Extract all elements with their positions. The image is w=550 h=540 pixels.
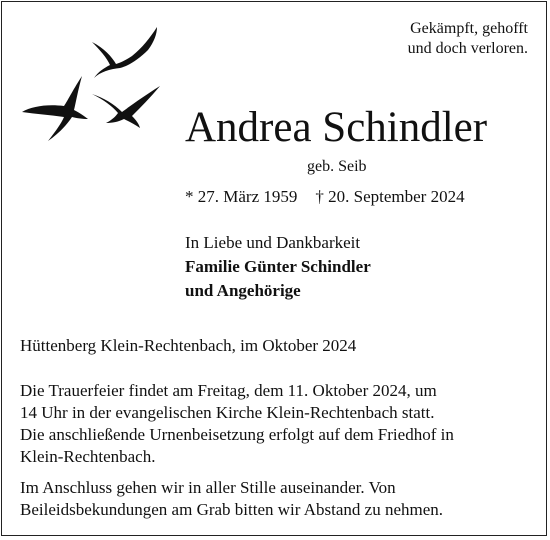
motto-line-2: und doch verloren.	[407, 40, 528, 57]
motto-line-1: Gekämpft, gehofft	[410, 20, 528, 37]
maiden-name: geb. Seib	[307, 158, 367, 175]
death-date: † 20. September 2024	[315, 187, 465, 206]
mourners-block	[185, 231, 371, 303]
deceased-name: Andrea Schindler	[185, 104, 488, 151]
bird-bottom-right	[92, 86, 160, 128]
bird-bottom-left	[22, 76, 88, 141]
place-and-date: Hüttenberg Klein-Rechtenbach, im Oktober 2024	[20, 336, 357, 355]
condolence-line-1: Im Anschluss gehen wir in aller Stille auseinander. Von	[20, 478, 396, 497]
motto	[358, 19, 528, 59]
funeral-line-2: 14 Uhr in der evangelischen Kirche Klein-Rechtenbach statt.	[20, 403, 435, 422]
condolence-note	[20, 477, 532, 521]
funeral-line-3: Die anschließende Urnenbeisetzung erfolgt auf dem Friedhof in	[20, 425, 454, 444]
mourners-intro: In Liebe und Dankbarkeit	[185, 233, 361, 252]
birth-date: * 27. März 1959	[185, 187, 298, 206]
funeral-line-4: Klein-Rechtenbach.	[20, 447, 156, 466]
mourners-relatives: und Angehörige	[185, 281, 301, 300]
life-dates	[185, 186, 465, 208]
funeral-line-1: Die Trauerfeier findet am Freitag, dem 11. Oktober 2024, um	[20, 381, 437, 400]
condolence-line-2: Beileidsbekundungen am Grab bitten wir Abstand zu nehmen.	[20, 500, 444, 519]
obituary-notice	[1, 1, 547, 536]
bird-top	[92, 27, 157, 78]
funeral-info	[20, 380, 532, 468]
flying-birds-icon	[20, 22, 170, 148]
mourners-family: Familie Günter Schindler	[185, 257, 371, 276]
